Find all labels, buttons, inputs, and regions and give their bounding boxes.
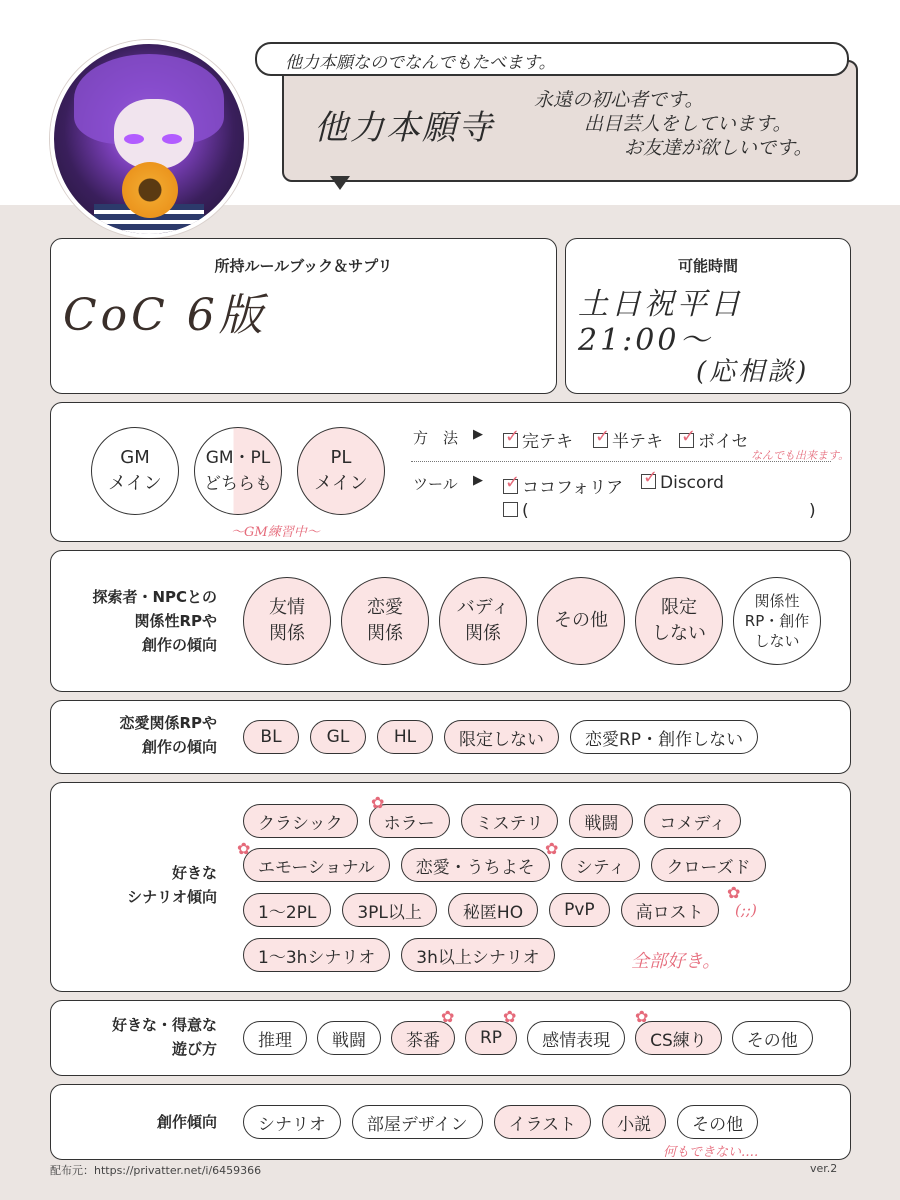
method-note: なんでも出来ます。 <box>751 449 850 462</box>
relation-other: その他 <box>537 577 625 665</box>
tool-other-open: ( <box>522 501 529 521</box>
relation-label: 探索者・NPCとの 関係性RPや 創作の傾向 <box>92 588 217 654</box>
rulebook-title: 所持ルールブック＆サプリ <box>214 257 393 275</box>
play-battle: 戦闘 <box>317 1021 381 1055</box>
avatar-eye <box>124 134 144 144</box>
time-title: 可能時間 <box>677 257 738 275</box>
play-card <box>50 1000 851 1076</box>
sunflower-icon <box>122 162 178 218</box>
scenario-row-4 <box>243 938 555 972</box>
scenario-emotional: エモーショナル <box>243 848 390 882</box>
method-option-hanteki <box>593 427 663 452</box>
scenario-3h-plus: 3h以上シナリオ <box>401 938 554 972</box>
flower-icon: ✿ <box>727 883 741 902</box>
play-options <box>243 1021 813 1055</box>
scenario-1-2pl: 1〜2PL <box>243 893 331 927</box>
rulebook-value: CoC 6版 <box>63 290 267 341</box>
tool-option-other <box>503 501 529 521</box>
source-link[interactable]: 配布元：https://privatter.net/i/6459366 <box>50 1164 262 1177</box>
play-deduction: 推理 <box>243 1021 307 1055</box>
scenario-label: 好きな シナリオ傾向 <box>127 864 217 906</box>
flower-icon: ✿ <box>503 1007 517 1026</box>
time-line-1: 土日祝平日 <box>578 287 743 322</box>
intro-bubble <box>282 60 858 182</box>
relation-buddy: バディ 関係 <box>439 577 527 665</box>
play-cs: CS練り <box>635 1021 722 1055</box>
scenario-classic: クラシック <box>243 804 358 838</box>
checkbox-icon <box>503 433 518 448</box>
play-other: その他 <box>732 1021 813 1055</box>
create-other: その他 <box>677 1105 758 1139</box>
create-novel: 小説 <box>602 1105 666 1139</box>
intro-line: 永遠の初心者です。 <box>534 89 704 111</box>
scenario-horror: ホラー <box>369 804 450 838</box>
version-label: ver.2 <box>810 1162 838 1175</box>
gm-practice-note: 〜GM練習中〜 <box>231 525 320 540</box>
scenario-battle: 戦闘 <box>569 804 633 838</box>
romance-label: 恋愛関係RPや 創作の傾向 <box>119 714 217 756</box>
tool-option-ccfolia <box>503 473 623 498</box>
tagline-bubble <box>255 42 849 76</box>
scenario-secret-ho: 秘匿HO <box>448 893 538 927</box>
relation-none: 関係性 RP・創作 しない <box>733 577 821 665</box>
method-option-voice <box>679 427 749 452</box>
avatar <box>50 40 248 238</box>
relation-romance: 恋愛 関係 <box>341 577 429 665</box>
role-card <box>50 402 851 542</box>
intro-text <box>534 88 812 160</box>
bubble-tail <box>330 176 350 190</box>
flower-icon: ✿ <box>237 839 251 858</box>
tagline-text: 他力本願なのでなんでもたべます。 <box>285 53 556 73</box>
scenario-mystery: ミステリ <box>461 804 559 838</box>
scenario-comedy: コメディ <box>644 804 741 838</box>
gm-main-circle: GM メイン <box>91 427 179 515</box>
scenario-pvp: PvP <box>549 893 610 927</box>
divider <box>411 461 831 462</box>
play-rp: RP <box>465 1021 517 1055</box>
checkbox-icon <box>593 433 608 448</box>
tool-other-close: ) <box>809 501 816 521</box>
scenario-1-3h: 1〜3hシナリオ <box>243 938 390 972</box>
romance-none: 恋愛RP・創作しない <box>570 720 758 754</box>
time-card <box>565 238 851 394</box>
time-line-2: 21:00〜 <box>578 323 713 358</box>
romance-gl: GL <box>310 720 366 754</box>
checkbox-icon <box>503 502 518 517</box>
method-option-kanteki <box>503 427 573 452</box>
player-name: 他力本願寺 <box>314 108 494 148</box>
scenario-city: シティ <box>561 848 641 882</box>
checkbox-icon <box>641 474 656 489</box>
tool-label: ツール <box>413 475 458 493</box>
relation-card <box>50 550 851 692</box>
romance-options <box>243 720 758 754</box>
play-emotion: 感情表現 <box>527 1021 625 1055</box>
gm-pl-both-circle: GM・PL どちらも <box>194 427 282 515</box>
romance-card <box>50 700 851 774</box>
method-option-label: 完テキ <box>522 432 573 452</box>
romance-bl: BL <box>243 720 299 754</box>
method-label: 方 法 <box>413 429 459 447</box>
method-option-label: ボイセ <box>698 432 749 452</box>
play-farce: 茶番 <box>391 1021 455 1055</box>
create-label: 創作傾向 <box>156 1113 217 1131</box>
romance-hl: HL <box>377 720 433 754</box>
romance-unlimited: 限定しない <box>444 720 559 754</box>
scenario-row-3 <box>243 893 719 927</box>
scenario-card <box>50 782 851 992</box>
flower-icon: ✿ <box>545 839 559 858</box>
tool-option-label: ココフォリア <box>522 478 624 498</box>
rulebook-card <box>50 238 557 394</box>
scenario-row-1 <box>243 804 741 838</box>
scenario-high-lost: 高ロスト <box>621 893 719 927</box>
arrow-right-icon: ▶ <box>473 473 483 488</box>
scenario-romance: 恋愛・うちよそ <box>401 848 550 882</box>
checkbox-icon <box>503 479 518 494</box>
method-option-label: 半テキ <box>612 432 663 452</box>
tool-option-discord <box>641 473 724 493</box>
checkbox-icon <box>679 433 694 448</box>
flower-icon: ✿ <box>635 1007 649 1026</box>
play-label: 好きな・得意な 遊び方 <box>111 1016 217 1058</box>
scenario-3pl: 3PL以上 <box>342 893 437 927</box>
intro-line: お友達が欲しいです。 <box>624 137 813 159</box>
avatar-face <box>114 99 194 169</box>
scenario-row-2 <box>243 848 766 882</box>
create-illust: イラスト <box>494 1105 592 1139</box>
scenario-tears-note: (;;) <box>735 901 757 919</box>
arrow-right-icon: ▶ <box>473 427 483 442</box>
flower-icon: ✿ <box>371 793 385 812</box>
flower-icon: ✿ <box>441 1007 455 1026</box>
time-line-3: (応相談) <box>696 357 810 387</box>
tool-option-label: Discord <box>660 473 724 493</box>
scenario-note: 全部好き。 <box>631 951 721 972</box>
intro-line: 出目芸人をしています。 <box>584 113 792 135</box>
pl-main-circle: PL メイン <box>297 427 385 515</box>
create-options <box>243 1105 758 1139</box>
create-room: 部屋デザイン <box>352 1105 483 1139</box>
create-note: 何もできない‥‥ <box>663 1145 759 1160</box>
avatar-eye <box>162 134 182 144</box>
relation-friendship: 友情 関係 <box>243 577 331 665</box>
scenario-closed: クローズド <box>651 848 765 882</box>
create-scenario: シナリオ <box>243 1105 341 1139</box>
relation-unlimited: 限定 しない <box>635 577 723 665</box>
create-card <box>50 1084 851 1160</box>
